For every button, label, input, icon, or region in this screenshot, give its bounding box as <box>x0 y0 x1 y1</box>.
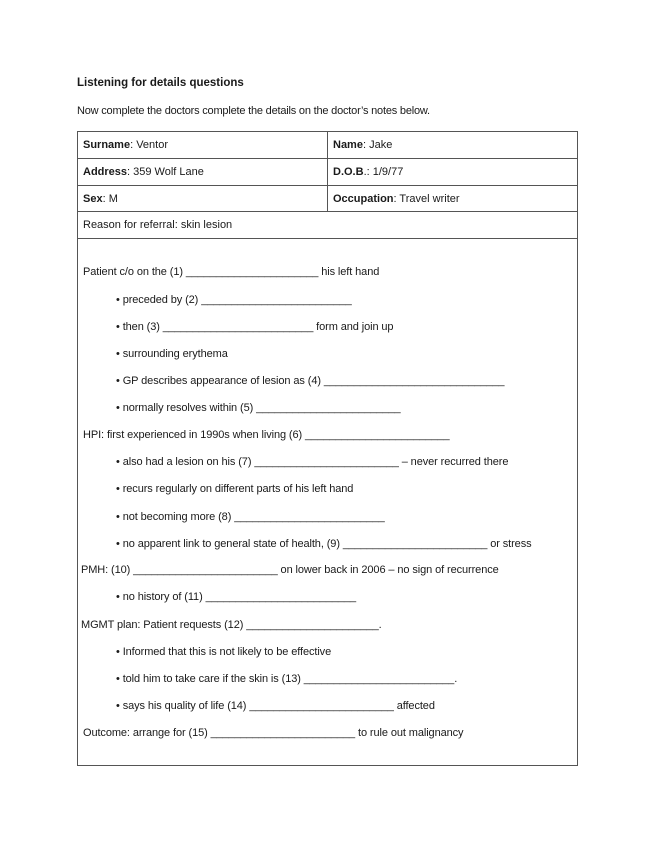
surname-cell <box>78 132 328 158</box>
dob-cell <box>328 159 578 185</box>
note-line-18: Outcome: arrange for (15) ________________________ to rule out malignancy <box>83 727 464 739</box>
sex-cell <box>78 186 328 211</box>
page-heading: Listening for details questions <box>77 77 244 89</box>
name-label: Name <box>333 139 363 151</box>
sex-value: : M <box>102 192 118 205</box>
sex-label: Sex <box>83 192 103 205</box>
note-line-13: • no history of (11) _________________________ <box>116 591 357 603</box>
notes-section <box>78 239 577 766</box>
referral-text: Reason for referral: skin lesion <box>83 219 233 231</box>
note-line-5: • GP describes appearance of lesion as (4) ______________________________ <box>116 375 505 387</box>
referral-cell <box>78 212 577 238</box>
note-line-1: Patient c/o on the (1) ______________________ his left hand <box>83 266 380 278</box>
note-line-4: • surrounding erythema <box>116 348 228 360</box>
occupation-label: Occupation <box>333 192 394 205</box>
row-referral <box>78 212 577 239</box>
instructions: Now complete the doctors complete the details on the doctor’s notes below. <box>77 105 430 117</box>
note-line-16: • told him to take care if the skin is (13) _________________________. <box>116 673 458 685</box>
note-line-2: • preceded by (2) _________________________ <box>116 294 352 306</box>
note-line-8: • also had a lesion on his (7) ________________________ – never recurred there <box>116 456 509 468</box>
row-surname-name <box>78 132 577 159</box>
occupation-value: : Travel writer <box>393 192 460 205</box>
occupation-cell <box>328 186 578 211</box>
row-address-dob <box>78 159 577 186</box>
name-cell <box>328 132 578 158</box>
row-sex-occupation <box>78 186 577 212</box>
surname-label: Surname <box>83 139 131 151</box>
name-value: : Jake <box>362 139 393 151</box>
address-label: Address <box>83 166 128 178</box>
note-line-17: • says his quality of life (14) ________________________ affected <box>116 700 435 712</box>
doctors-notes-form <box>77 131 578 766</box>
note-line-6: • normally resolves within (5) ________________________ <box>116 402 401 414</box>
note-line-14: MGMT plan: Patient requests (12) ______________________. <box>81 619 382 631</box>
surname-value: : Ventor <box>130 139 168 151</box>
note-line-10: • not becoming more (8) _________________________ <box>116 511 385 523</box>
note-line-11: • no apparent link to general state of health, (9) ________________________ or stress <box>116 538 532 550</box>
dob-value: .: 1/9/77 <box>363 166 404 178</box>
note-line-15: • Informed that this is not likely to be effective <box>116 646 332 658</box>
dob-label: D.O.B <box>333 166 364 178</box>
note-line-12: PMH: (10) ________________________ on lower back in 2006 – no sign of recurrence <box>81 564 499 576</box>
address-cell <box>78 159 328 185</box>
note-line-7: HPI: first experienced in 1990s when living (6) ________________________ <box>83 429 450 441</box>
address-value: : 359 Wolf Lane <box>127 166 204 178</box>
note-line-9: • recurs regularly on different parts of his left hand <box>116 483 354 495</box>
note-line-3: • then (3) _________________________ form and join up <box>116 321 394 333</box>
